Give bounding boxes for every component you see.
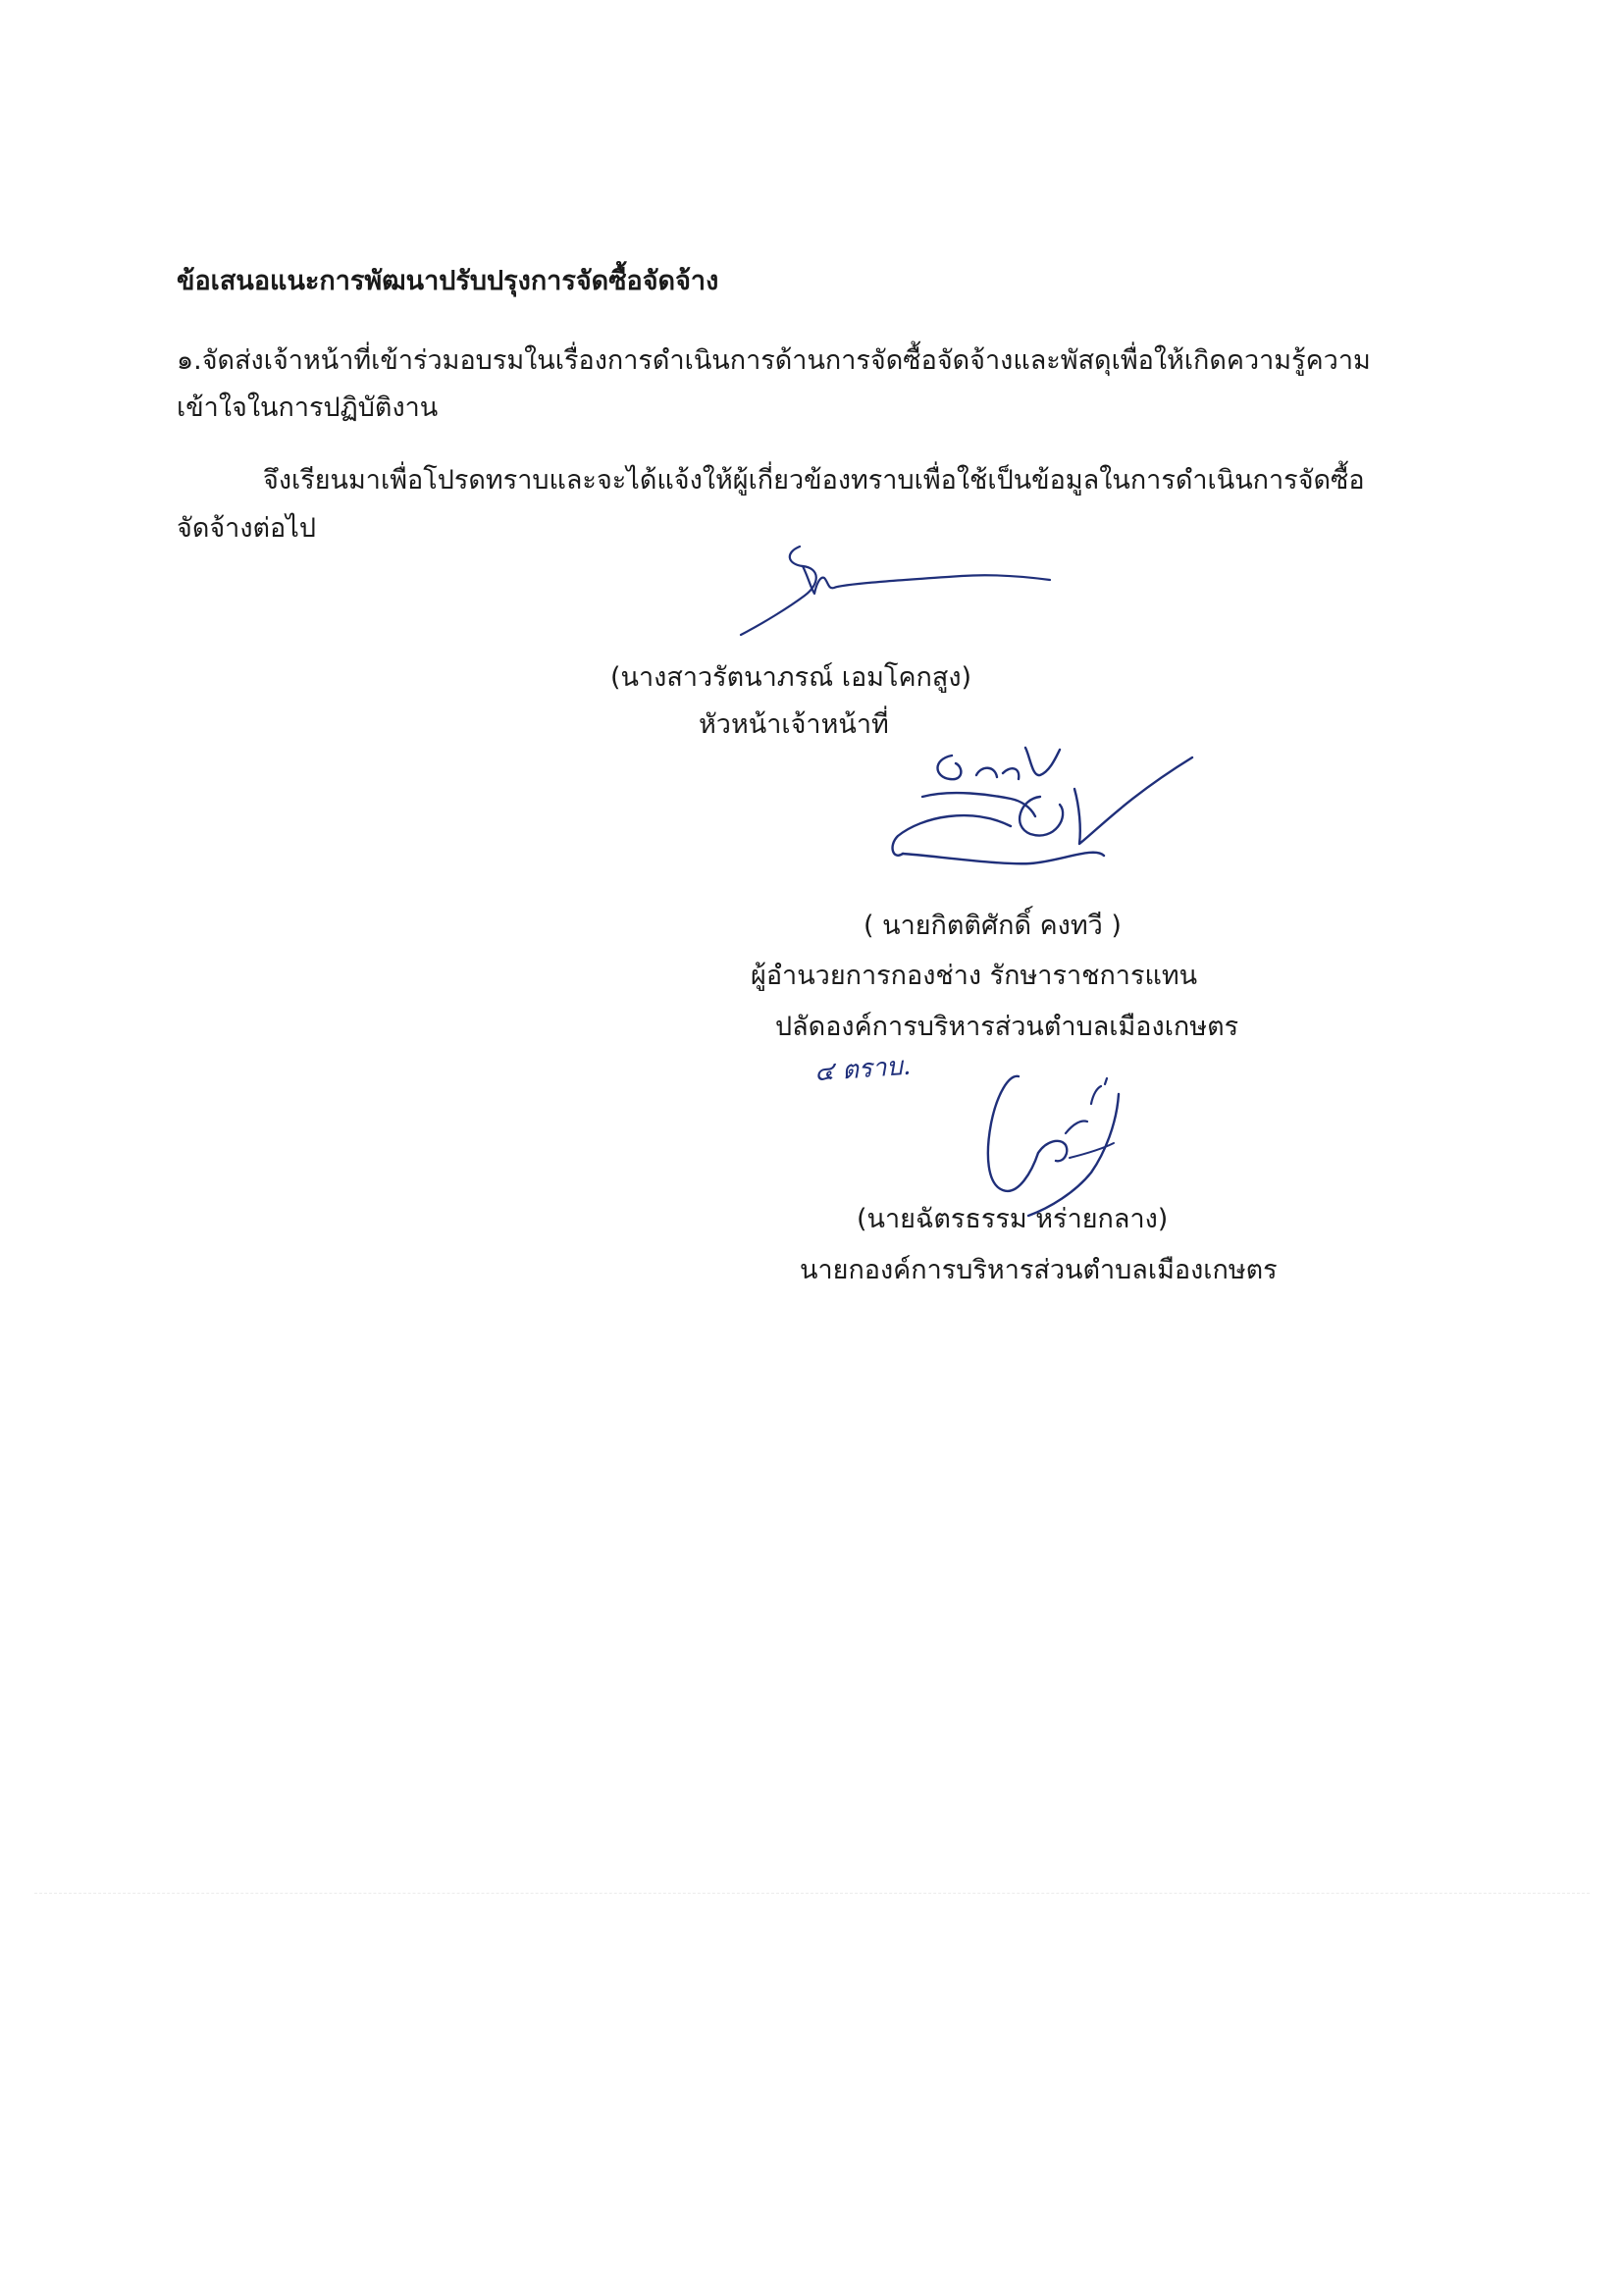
signature-1 (726, 535, 1060, 643)
signatory-1-position: หัวหน้าเจ้าหน้าที่ (699, 709, 889, 740)
page-fold-line (34, 1893, 1590, 1894)
signatory-2-name: ( นายกิตติศักดิ์ คงทวี ) (864, 911, 1122, 941)
closing-line-1: จึงเรียนมาเพื่อโปรดทราบและจะได้แจ้งให้ผู้เกี่ยวข้องทราบเพื่อใช้เป็นข้อมูลในการดำเนินการจัดซื้อ (263, 465, 1365, 496)
recommendation-line-1: ๑.จัดส่งเจ้าหน้าที่เข้าร่วมอบรมในเรื่องการดำเนินการด้านการจัดซื้อจัดจ้างและพัสดุเพื่อให้เกิดความรู้ความ (177, 345, 1371, 376)
closing-line-2: จัดจ้างต่อไป (177, 513, 316, 544)
signatory-2-position-line-1: ผู้อำนวยการกองช่าง รักษาราชการแทน (751, 961, 1198, 991)
signatory-3-position: นายกองค์การบริหารส่วนตำบลเมืองเกษตร (800, 1255, 1278, 1285)
handwritten-note: ๔ ตราบ. (813, 1051, 913, 1088)
signatory-2-position-line-2: ปลัดองค์การบริหารส่วนตำบลเมืองเกษตร (775, 1012, 1239, 1042)
signatory-1-name: (นางสาวรัตนาภรณ์ เอมโคกสูง) (610, 662, 972, 693)
signature-2 (873, 738, 1207, 895)
section-heading: ข้อเสนอแนะการพัฒนาปรับปรุงการจัดซื้อจัดจ้าง (177, 266, 719, 296)
signatory-3-name: (นายฉัตรธรรม หร่ายกลาง) (857, 1204, 1169, 1234)
recommendation-line-2: เข้าใจในการปฏิบัติงาน (177, 392, 439, 423)
